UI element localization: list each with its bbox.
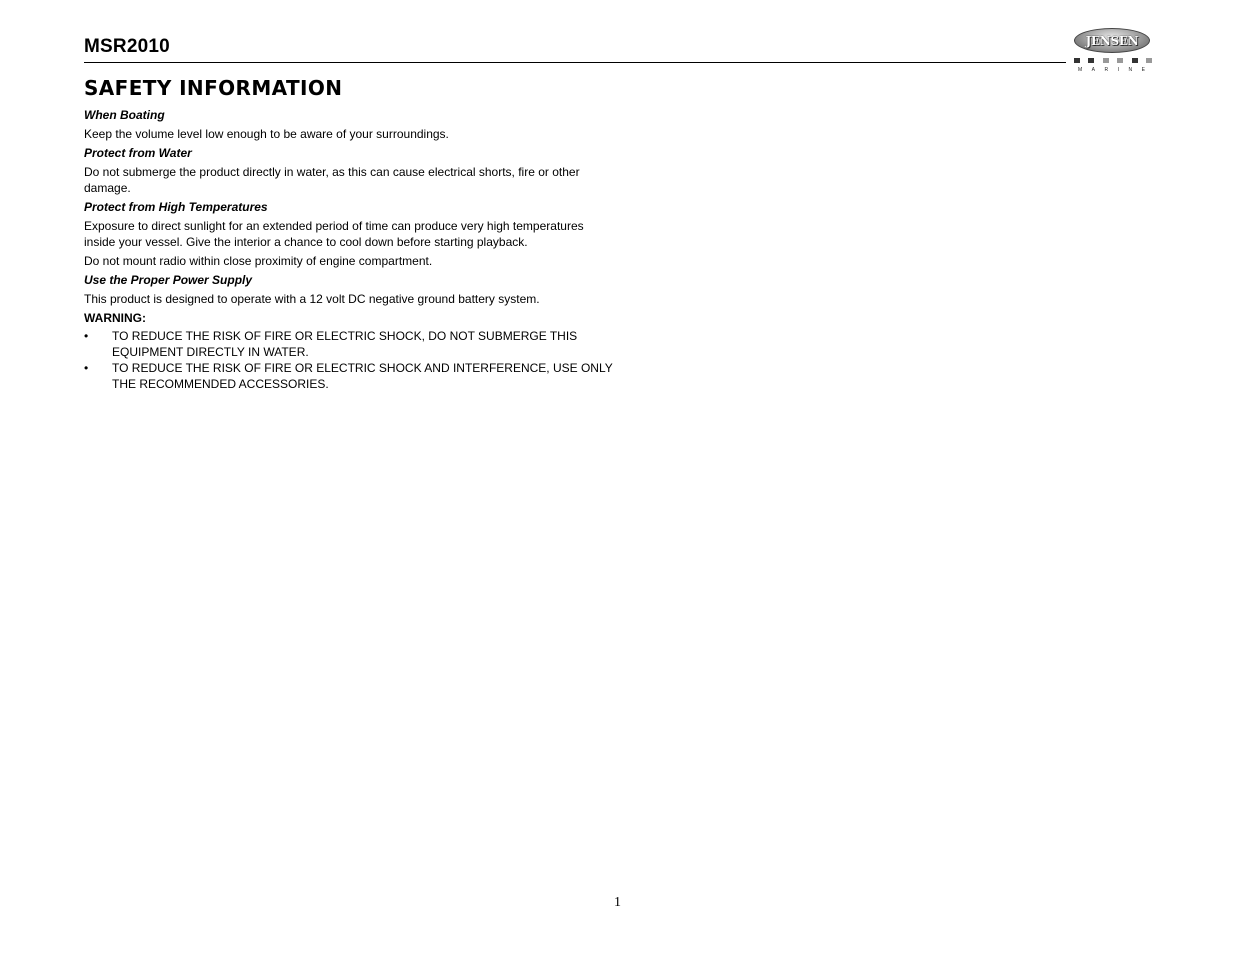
warning-item — [84, 360, 614, 392]
section-power-supply — [84, 272, 614, 307]
section-paragraph: This product is designed to operate with a 12 volt DC negative ground battery system. — [84, 292, 540, 306]
warning-label: WARNING: — [84, 311, 146, 325]
page-title: SAFETY INFORMATION — [84, 76, 343, 100]
section-paragraph: Exposure to direct sunlight for an extended period of time can produce very high temperatures inside your vessel. Give the interior a chance to cool down before starting playback. — [84, 219, 584, 249]
section-heading: Protect from Water — [84, 146, 192, 160]
bullet: • — [84, 329, 89, 343]
logo-brand: JENSEN — [1085, 33, 1139, 48]
warning-item — [84, 328, 614, 360]
section-paragraph: Keep the volume level low enough to be aware of your surroundings. — [84, 127, 449, 141]
warning-text: TO REDUCE THE RISK OF FIRE OR ELECTRIC SHOCK AND INTERFERENCE, USE ONLY THE RECOMMENDED ACCESSORIES. — [112, 361, 613, 391]
header-rule — [84, 62, 1066, 63]
logo-oval — [1074, 28, 1150, 53]
section-paragraph: Do not submerge the product directly in water, as this can cause electrical shorts, fire or other damage. — [84, 165, 580, 195]
content — [84, 107, 614, 392]
jensen-marine-logo — [1070, 26, 1156, 76]
section-heading: Use the Proper Power Supply — [84, 273, 253, 287]
bullet: • — [84, 361, 89, 375]
header-model: MSR2010 — [84, 36, 170, 57]
section-heading: Protect from High Temperatures — [84, 200, 268, 214]
section-protect-temperature — [84, 199, 614, 269]
section-when-boating — [84, 107, 614, 142]
section-protect-water — [84, 145, 614, 196]
section-paragraph: Do not mount radio within close proximity of engine compartment. — [84, 254, 433, 268]
warning-block — [84, 310, 614, 392]
warning-text: TO REDUCE THE RISK OF FIRE OR ELECTRIC SHOCK, DO NOT SUBMERGE THIS EQUIPMENT DIRECTLY IN WATER. — [112, 329, 578, 359]
warning-list — [84, 328, 614, 392]
section-heading: When Boating — [84, 108, 165, 122]
page-number: 1 — [614, 895, 621, 910]
logo-squares — [1074, 58, 1152, 64]
logo-subtitle: MARINE — [1078, 67, 1155, 73]
